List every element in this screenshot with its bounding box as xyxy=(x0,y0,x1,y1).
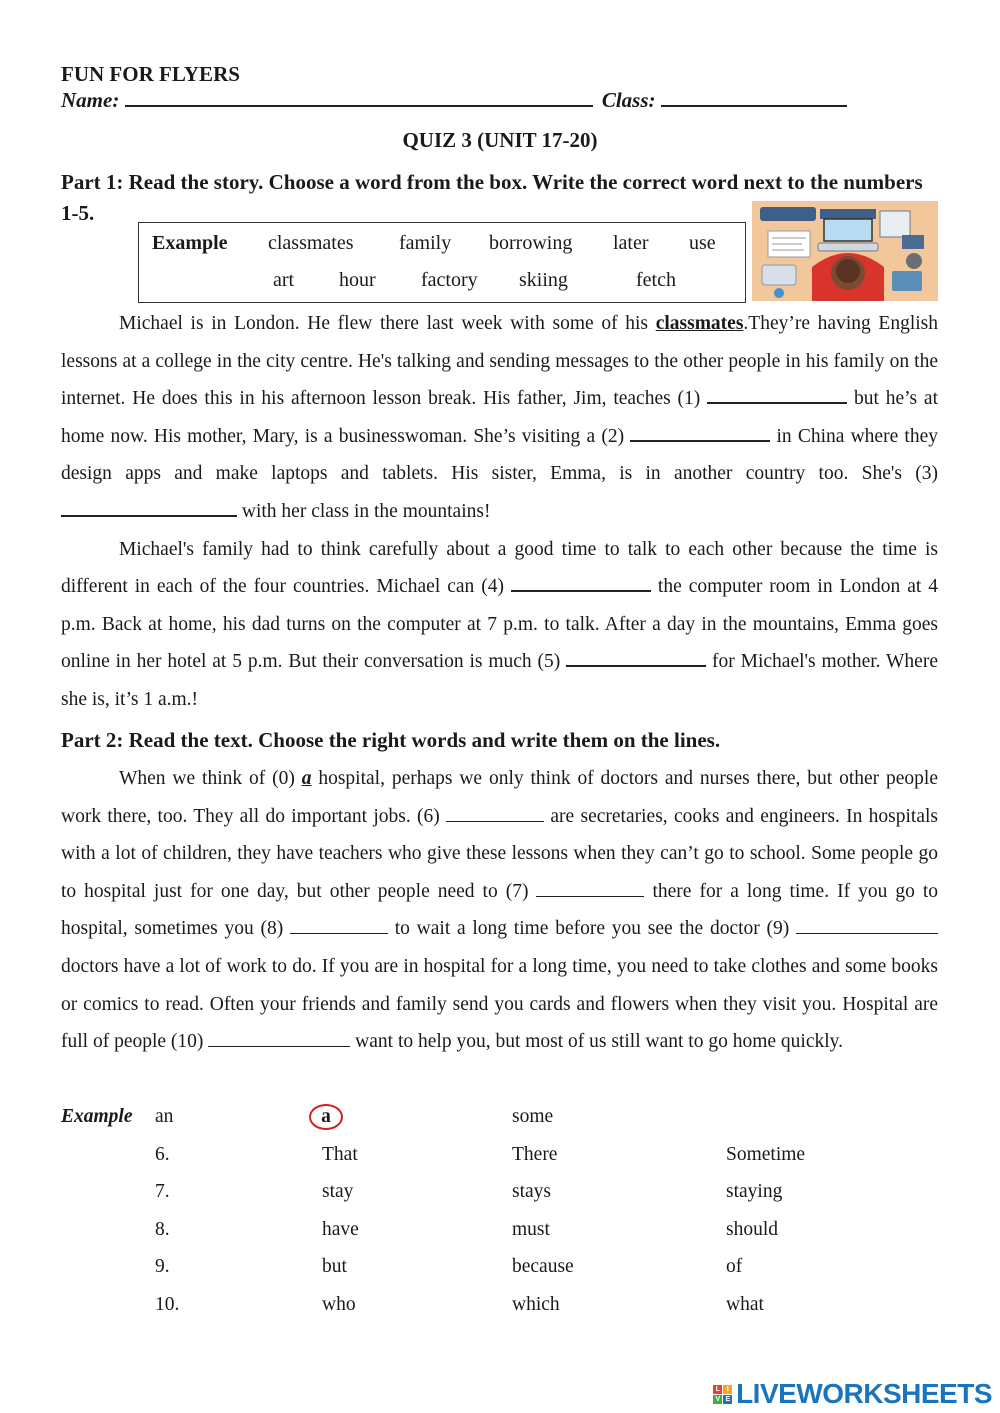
example-answer-classmates: classmates xyxy=(655,313,744,334)
name-field[interactable] xyxy=(125,87,593,107)
word-option: fetch xyxy=(636,269,676,291)
question-number: 8. xyxy=(155,1219,170,1240)
options-example-label: Example xyxy=(61,1106,133,1127)
text: hospital, perhaps we only think of doctors and nurses there, but other people work there, too. They all do important jobs. (6) xyxy=(61,768,938,827)
option-cell[interactable]: Sometime xyxy=(726,1144,806,1165)
answer-blank-4[interactable] xyxy=(511,589,651,592)
option-cell[interactable]: which xyxy=(512,1294,560,1315)
example-circled-answer xyxy=(309,1104,343,1130)
option-cell[interactable]: of xyxy=(726,1256,743,1277)
story-text: .They’re having English lessons at a college in the city centre. He's talking and sending messages to the other people in his family on the internet. He does this in his afternoon lesson break. His father, Jim, teaches (1) xyxy=(61,313,938,410)
word-box xyxy=(138,222,746,303)
question-number: 7. xyxy=(155,1181,170,1202)
answer-blank-6[interactable] xyxy=(446,820,544,822)
story-text: the computer room in London at 4 p.m. Back at home, his dad turns on the computer at 7 p.m. to talk. After a day in the mountains, Emma goes online in her hotel at 5 p.m. But their conversation is much (5) xyxy=(61,576,938,673)
option-cell[interactable]: but xyxy=(322,1256,347,1277)
story-paragraph-2 xyxy=(61,531,938,719)
example-answer-a: a xyxy=(301,768,312,789)
text: to wait a long time before you see the doctor (9) xyxy=(388,918,796,940)
word-option: classmates xyxy=(268,232,354,254)
liveworksheets-logo[interactable] xyxy=(713,1378,992,1410)
option-cell[interactable]: should xyxy=(726,1219,779,1240)
logo-text: LIVEWORKSHEETS xyxy=(736,1378,992,1409)
word-box-example-label: Example xyxy=(152,232,228,254)
logo-badge-icon xyxy=(713,1385,732,1404)
part2-text xyxy=(61,760,938,1061)
answer-blank-2[interactable] xyxy=(630,439,770,442)
part1-story xyxy=(61,305,938,719)
badge-letter: E xyxy=(723,1395,732,1404)
story-text: but he’s at home now. His mother, Mary, is a businesswoman. She’s visiting a (2) xyxy=(61,388,939,447)
hospital-paragraph xyxy=(61,760,938,1061)
question-number: 10. xyxy=(155,1294,180,1315)
story-text: in China where they design apps and make laptops and tablets. His sister, Emma, is in another country too. She's (3) xyxy=(61,425,938,485)
badge-letter: I xyxy=(723,1385,732,1394)
text: are secretaries, cooks and engineers. In hospitals with a lot of children, they have teachers who give these lessons when they can’t go to school. Some people go to hospital just for one day, but other people need to (7) xyxy=(61,805,938,902)
class-field[interactable] xyxy=(661,87,847,107)
word-option: later xyxy=(613,232,649,254)
word-option: factory xyxy=(421,269,478,291)
text: doctors have a lot of work to do. If you are in hospital for a long time, you need to take clothes and some books or comics to read. Often your friends and family send you cards and flowers when they visit you. Hospital are full of people (10) xyxy=(61,955,938,1053)
story-text: for Michael's mother. Where she is, it’s 1 a.m.! xyxy=(61,651,938,710)
word-option: skiing xyxy=(519,269,568,291)
story-text: Michael's family had to think carefully about a good time to talk to each other because the time is different in each of the four countries. Michael can (4) xyxy=(61,538,938,598)
answer-blank-9[interactable] xyxy=(796,932,938,934)
circled-option: a xyxy=(309,1104,343,1130)
option-cell[interactable]: who xyxy=(322,1294,356,1315)
name-class-row xyxy=(61,87,847,113)
option-cell[interactable]: what xyxy=(726,1294,764,1315)
word-option: family xyxy=(399,232,452,254)
answer-blank-3[interactable] xyxy=(61,514,237,517)
question-number: 6. xyxy=(155,1144,170,1165)
option-cell: an xyxy=(155,1106,174,1127)
text: want to help you, but most of us still want to go home quickly. xyxy=(350,1031,843,1053)
answer-blank-1[interactable] xyxy=(707,401,847,404)
desk-illustration-image xyxy=(752,201,938,301)
name-label: Name: xyxy=(61,88,120,112)
option-cell[interactable]: stay xyxy=(322,1181,354,1202)
answer-blank-5[interactable] xyxy=(566,664,706,667)
option-cell[interactable]: must xyxy=(512,1219,550,1240)
part1-heading: Part 1: Read the story. Choose a word from the box. Write the correct word next to the numbers 1-5. xyxy=(61,170,923,225)
badge-letter: V xyxy=(713,1395,722,1404)
desk-illustration xyxy=(752,201,938,301)
story-text: Michael is in London. He flew there last week with some of his xyxy=(119,313,656,334)
option-cell[interactable]: staying xyxy=(726,1181,783,1202)
quiz-title: QUIZ 3 (UNIT 17-20) xyxy=(402,128,598,152)
story-text: with her class in the mountains! xyxy=(237,500,491,522)
option-cell[interactable]: have xyxy=(322,1219,359,1240)
question-number: 9. xyxy=(155,1256,170,1277)
word-option: use xyxy=(689,232,716,254)
option-cell[interactable]: because xyxy=(512,1256,574,1277)
option-cell: some xyxy=(512,1106,554,1127)
part2-heading: Part 2: Read the text. Choose the right words and write them on the lines. xyxy=(61,728,721,752)
story-paragraph-1 xyxy=(61,305,938,531)
option-cell[interactable]: There xyxy=(512,1144,558,1165)
word-option: art xyxy=(273,269,295,291)
text: there for a long time. If you go to hospital, sometimes you (8) xyxy=(61,880,938,940)
answer-blank-10[interactable] xyxy=(208,1045,350,1047)
option-cell[interactable]: That xyxy=(322,1144,358,1165)
worksheet-title: FUN FOR FLYERS xyxy=(61,62,240,86)
word-option: borrowing xyxy=(489,232,573,254)
class-label: Class: xyxy=(601,88,656,112)
text: When we think of (0) xyxy=(119,768,302,789)
option-cell[interactable]: stays xyxy=(512,1181,551,1202)
answer-blank-7[interactable] xyxy=(536,895,644,897)
badge-letter: L xyxy=(713,1385,722,1394)
word-option: hour xyxy=(339,269,376,291)
answer-blank-8[interactable] xyxy=(290,932,388,934)
